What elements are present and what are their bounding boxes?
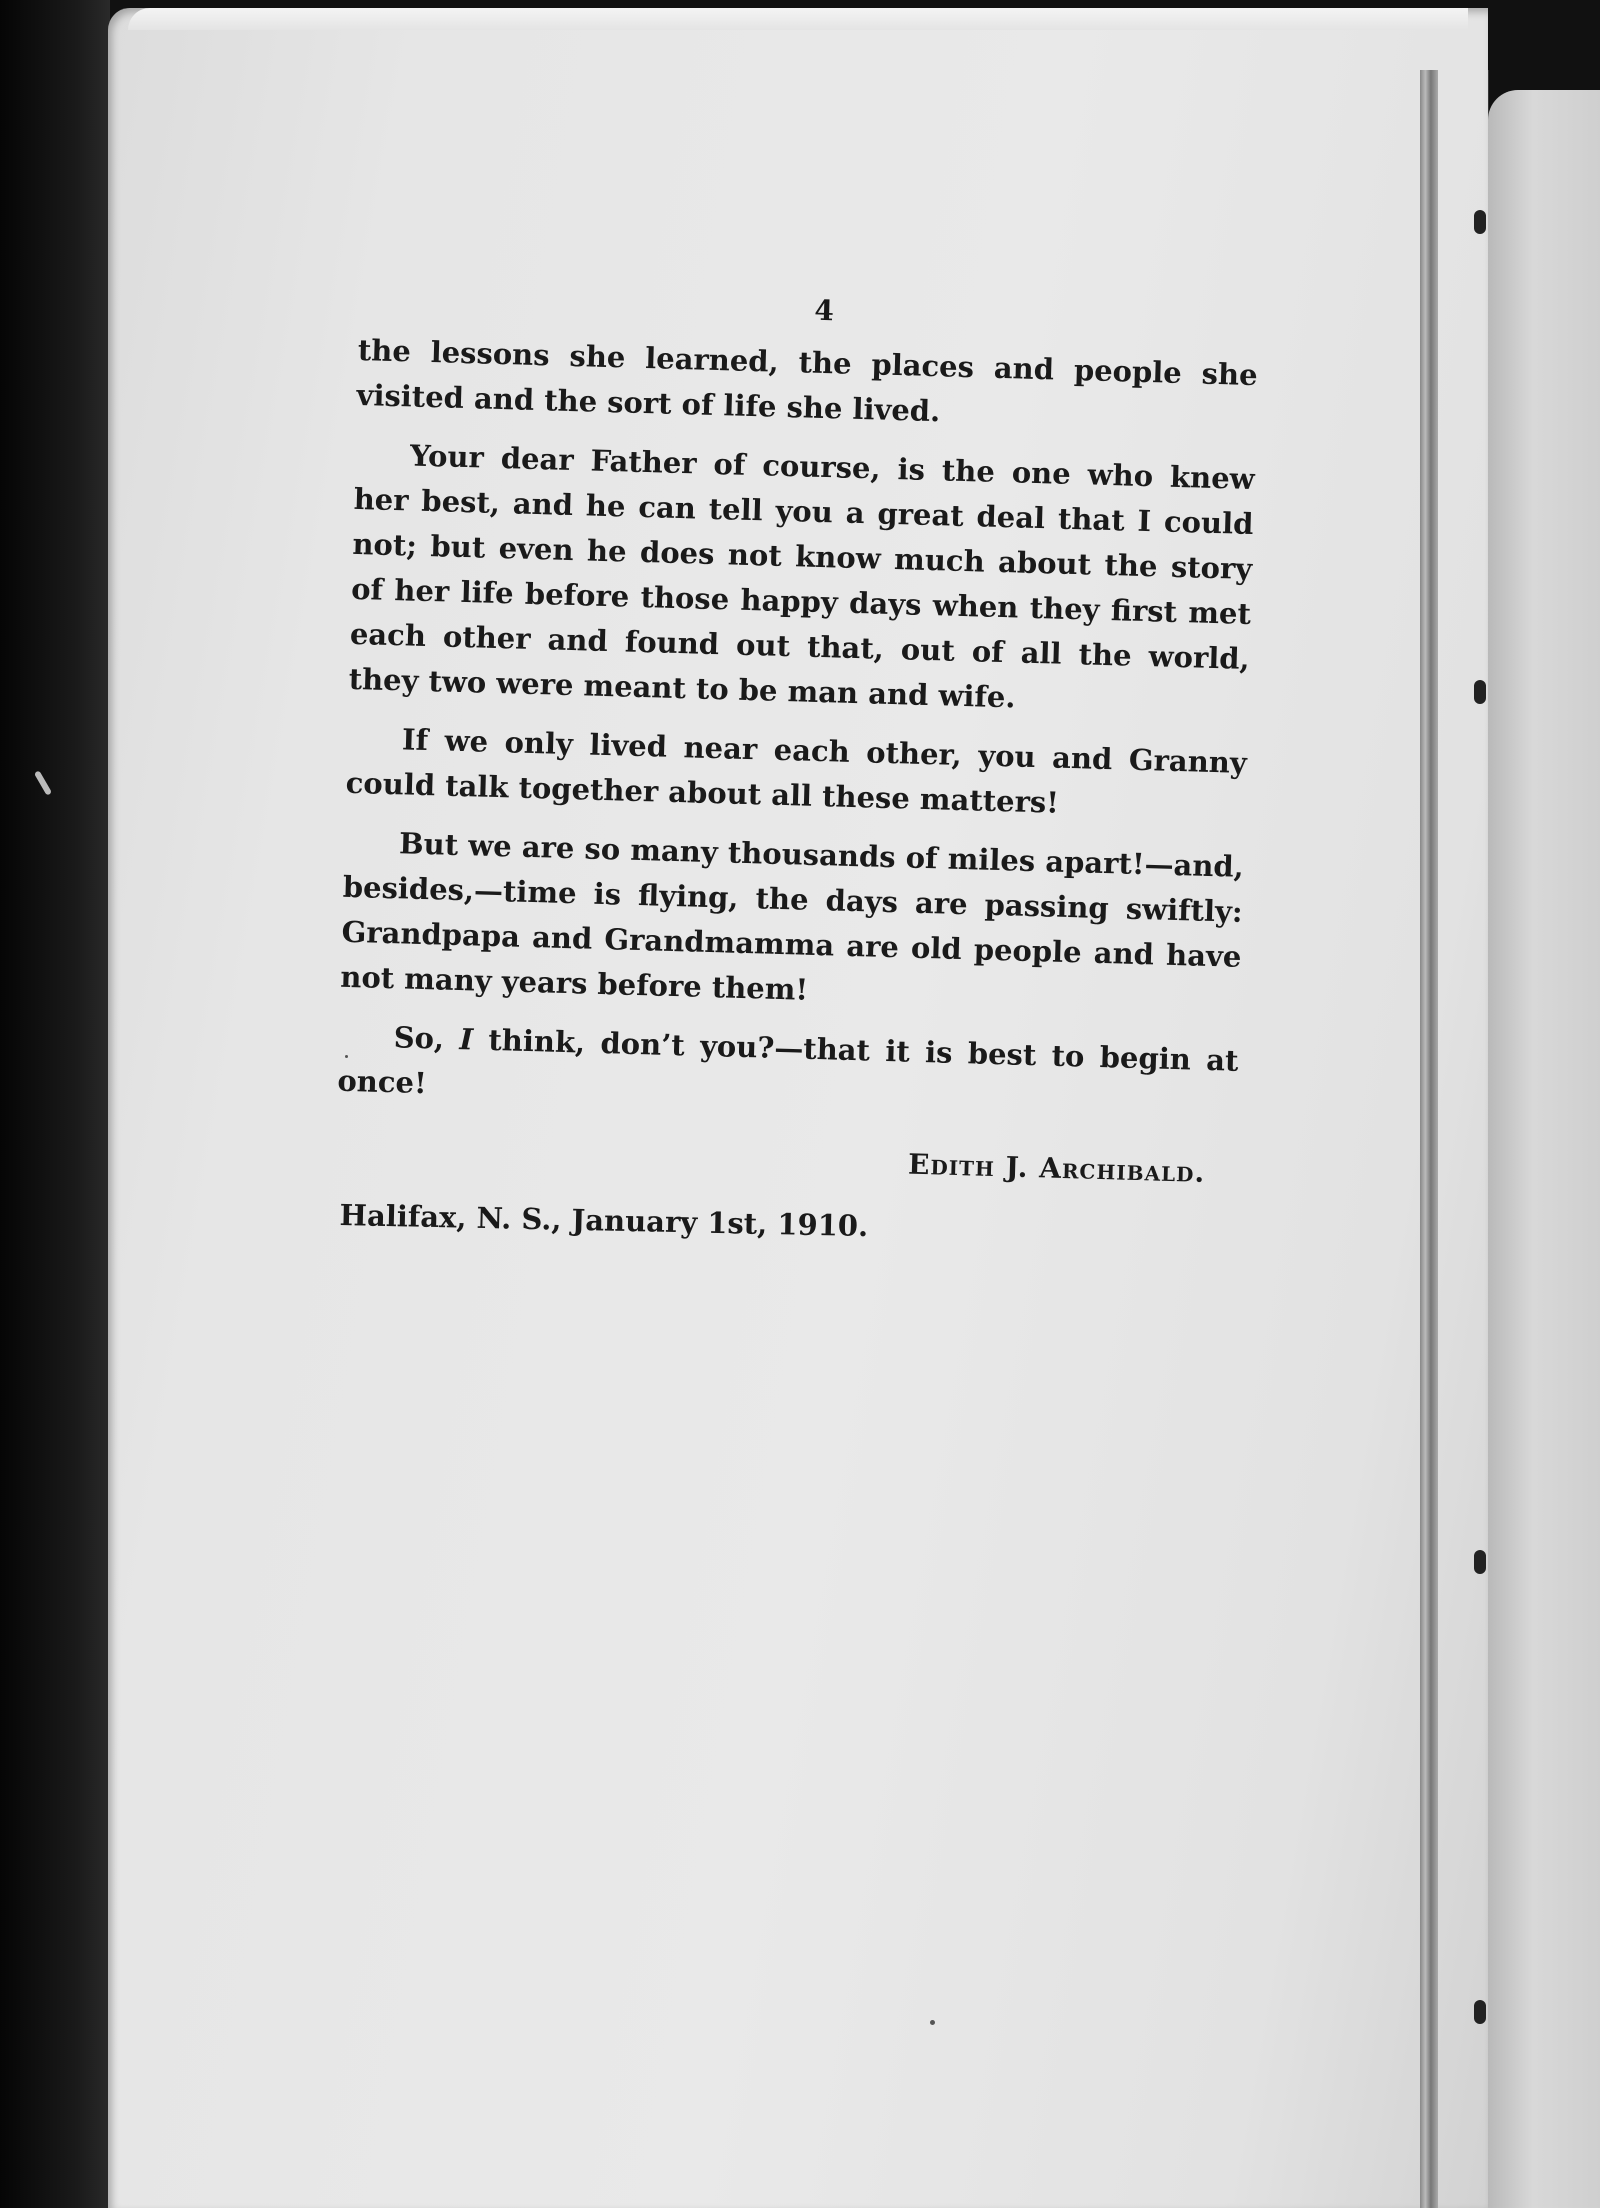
closing-text-italic: I xyxy=(459,1022,474,1057)
binding-thread xyxy=(1420,70,1438,2208)
page-top-edge xyxy=(128,8,1468,30)
closing-text-end: think, don’t you?—that it is best to begin at once! xyxy=(337,1022,1239,1101)
dust-speck xyxy=(930,2020,935,2025)
page-body xyxy=(335,275,1260,1196)
paragraph: the lessons she learned, the places and people she visited and the sort of life she lived. xyxy=(356,332,1259,429)
page-number: 4 xyxy=(813,293,835,328)
place-date-line: Halifax, N. S., January 1st, 1910. xyxy=(339,1198,869,1244)
binding-stitch-icon xyxy=(1474,210,1486,234)
paragraph: But we are so many thousands of miles apart!—and, besides,—time is flying, the days are passing swiftly: Grandpapa and Grandmamma are old people and have not many years before them! xyxy=(339,826,1245,1007)
scan-artifact xyxy=(34,770,52,796)
scan-background-left xyxy=(0,0,110,2208)
binding-stitch-icon xyxy=(1474,680,1486,704)
next-page-edge xyxy=(1488,90,1600,2208)
closing-text-start: So, xyxy=(393,1020,460,1057)
signature: Edith J. Archibald. xyxy=(907,1147,1206,1189)
dust-speck xyxy=(345,1055,348,1058)
paragraph: If we only lived near each other, you and Granny could talk together about all these matters! xyxy=(345,722,1248,820)
binding-stitch-icon xyxy=(1474,2000,1486,2024)
paragraph: Your dear Father of course, is the one who knew her best, and he can tell you a great deal that I could not; but even he does not know much about the story of her life before those happy days when they first met each other and found out that, out of all the world, they two were meant to be man and wife. xyxy=(348,438,1256,715)
paragraph-closing xyxy=(337,1014,1239,1129)
binding-stitch-icon xyxy=(1474,1550,1486,1574)
